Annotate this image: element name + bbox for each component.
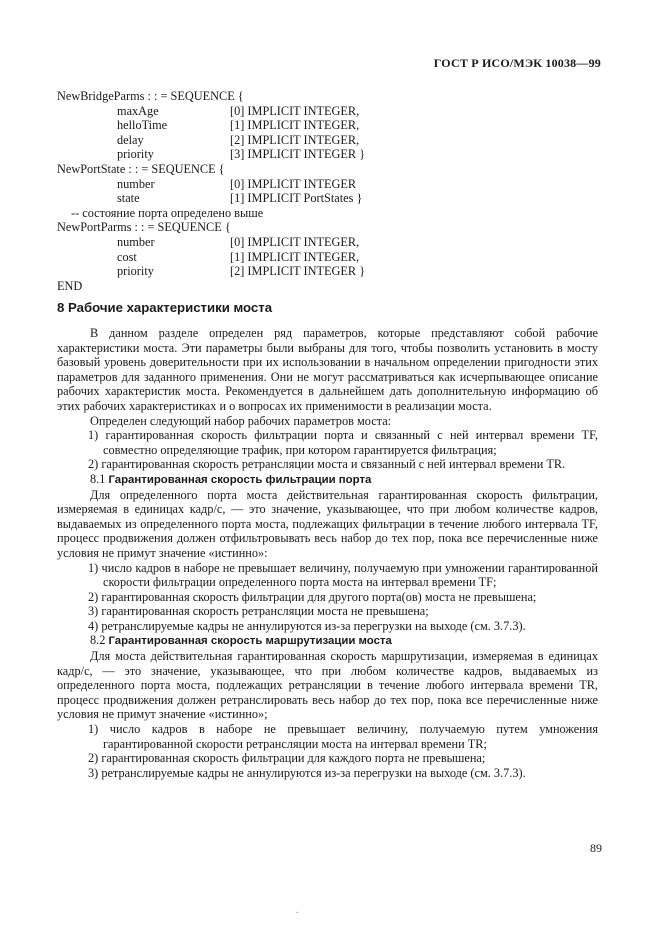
list-item: 2) гарантированная скорость фильтрации для каждого порта не превышена; — [88, 751, 486, 766]
code-field-name: state — [117, 191, 140, 206]
intro-paragraph: В данном разделе определен ряд параметров, которые представляют собой рабочие характеристики моста. Эти параметры были выбраны для того, чтобы позволить установить в мосту базовый уровень доверительности при их использовании в начальном определении пригодности этих параметров для заданного применения. Они не могут рассматриваться как исчерпывающее описание рабочих характеристик моста. Рекомендуется в дальнейшем дать дополнительную информацию об этих рабочих характеристиках и о вопросах их применимости в реализации моста. — [57, 326, 598, 413]
subsection-title: Гарантированная скорость маршрутизации моста — [108, 635, 392, 648]
list-item: 4) ретранслируемые кадры не аннулируются из-за перегрузки на выходе (см. 3.7.3). — [88, 618, 526, 633]
page-number: 89 — [590, 841, 602, 855]
code-field-type: [1] IMPLICIT INTEGER, — [230, 118, 360, 133]
subsection-number: 8.1 — [90, 471, 106, 486]
code-field-name: priority — [117, 147, 154, 162]
list-item: 3) ретранслируемые кадры не аннулируются из-за перегрузки на выходе (см. 3.7.3). — [88, 765, 526, 780]
subsection-title: Гарантированная скорость фильтрации порта — [108, 473, 372, 486]
code-line — [57, 162, 617, 177]
subsection-heading-8-1 — [57, 472, 598, 488]
list-item: 1) гарантированная скорость фильтрации порта и связанный с ней интервал времени TF, совместно определяющие трафик, при котором гарантируется фильтрация; — [88, 428, 598, 457]
code-type-name: NewPortState : : = SEQUENCE { — [57, 161, 225, 176]
code-line — [57, 279, 617, 294]
code-field-type: [1] IMPLICIT INTEGER, — [230, 249, 360, 264]
footer-mark: . — [296, 905, 299, 916]
code-line — [57, 177, 617, 192]
subsection-paragraph: Для определенного порта моста действительная гарантированная скорость фильтрации, измеряемая в единицах кадр/с, — это значение, указывающее, что при любом количестве кадров, выдаваемых из определенного порта моста, подлежащих фильтрации в течение любого интервала TF, процесс продвижения должен отфильтровывать весь набор до тех пор, пока все перечисленные ниже условия не примут значение «истинно»: — [57, 487, 598, 560]
code-line — [57, 264, 617, 279]
set-intro: Определен следующий набор рабочих параметров моста: — [90, 413, 392, 428]
document-header: ГОСТ Р ИСО/МЭК 10038—99 — [433, 56, 601, 70]
code-field-type: [3] IMPLICIT INTEGER } — [230, 147, 366, 162]
code-line — [57, 89, 617, 104]
code-field-name: maxAge — [117, 103, 159, 118]
code-field-type: [0] IMPLICIT INTEGER, — [230, 234, 360, 249]
code-line — [57, 220, 617, 235]
code-line — [57, 147, 617, 162]
code-line — [57, 118, 617, 133]
code-field-type: [0] IMPLICIT INTEGER, — [230, 103, 360, 118]
code-field-name: number — [117, 234, 155, 249]
code-field-type: [1] IMPLICIT PortStates } — [230, 191, 363, 206]
list-item: 2) гарантированная скорость ретрансляции моста и связанный с ней интервал времени TR. — [88, 457, 566, 472]
asn1-code-block — [57, 89, 617, 293]
code-field-name: priority — [117, 264, 154, 279]
section-title: 8 Рабочие характеристики моста — [57, 300, 273, 315]
list-item: 2) гарантированная скорость фильтрации для другого порта(ов) моста не превышена; — [88, 589, 537, 604]
code-line — [57, 133, 617, 148]
code-field-name: delay — [117, 132, 144, 147]
subsection-number: 8.2 — [90, 633, 106, 648]
code-line — [57, 191, 617, 206]
subsection-heading-8-2 — [57, 633, 598, 649]
list-item: 1) число кадров в наборе не превышает величину, получаемую при умножении гарантированной скорости фильтрации определенного порта моста на интервал времени TF; — [88, 560, 598, 590]
subsection-paragraph: Для моста действительная гарантированная скорость маршрутизации, измеряемая в единицах кадр/с, — это значение, указывающее, что при любом количестве кадров, выдаваемых из определенного порта моста, подлежащих ретрансляции в течение любого интервала времени TR, процесс продвижения должен ретранслировать весь набор до тех пор, пока все перечисленные ниже условия не примут значение «истинно»; — [57, 649, 598, 722]
code-comment: -- состояние порта определено выше — [71, 205, 264, 220]
code-line — [57, 206, 617, 221]
code-field-type: [0] IMPLICIT INTEGER — [230, 176, 357, 191]
code-line — [57, 104, 617, 119]
section-body — [57, 326, 598, 780]
code-field-name: number — [117, 176, 155, 191]
list-item: 3) гарантированная скорость ретрансляции моста не превышена; — [88, 604, 429, 619]
code-type-name: NewBridgeParms : : = SEQUENCE { — [57, 89, 244, 103]
code-line — [57, 235, 617, 250]
list-item: 1) число кадров в наборе не превышает величину, получаемую путем умножения гарантированной скорости ретрансляции моста на интервал времени TR; — [88, 722, 598, 751]
code-field-name: cost — [117, 249, 137, 264]
code-field-type: [2] IMPLICIT INTEGER, — [230, 132, 360, 147]
code-field-name: helloTime — [117, 118, 168, 133]
code-line — [57, 250, 617, 265]
code-end: END — [57, 278, 83, 293]
code-type-name: NewPortParms : : = SEQUENCE { — [57, 220, 231, 235]
code-field-type: [2] IMPLICIT INTEGER } — [230, 264, 366, 279]
